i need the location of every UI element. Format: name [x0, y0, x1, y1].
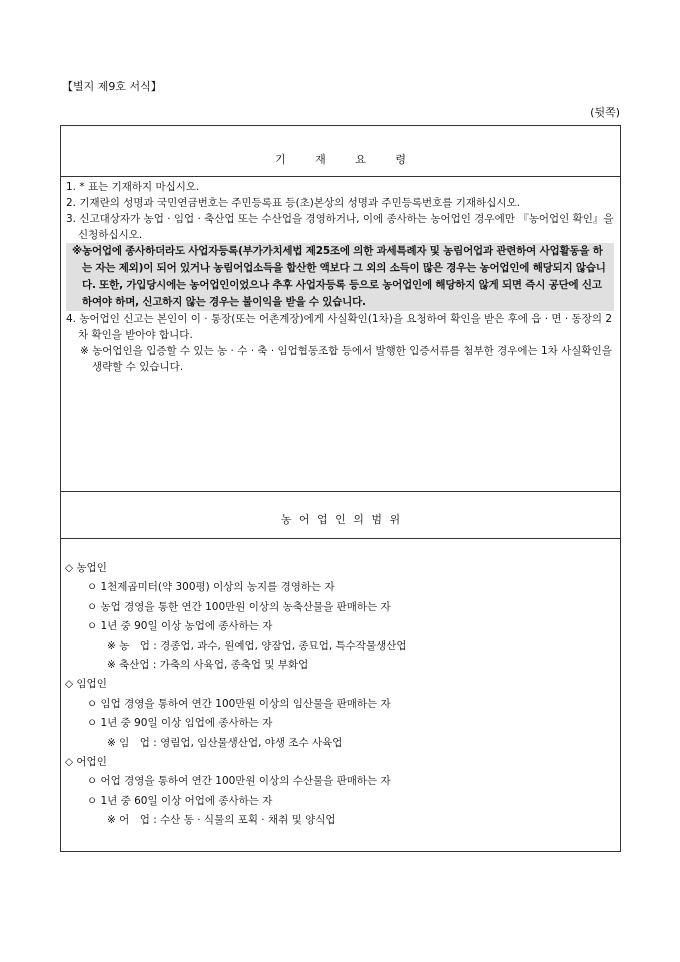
highlighted-notice: ※농어업에 종사하더라도 사업자등록(부가가치세법 제25조에 의한 과세특례자 및 농림어업과 관련하여 사업활동을 하는 자는 제외)이 되어 있거나 농림어업소득을 합산한 액보다 그 외의 소득이 많은 경우는 농어업인에 해당되지 않습니다. 또한, 가입당시에는 농어업인이었으나 추후 사업자등록 등으로 농어업인에 해당하지 않게 되면 즉시 공단에 신고하여야 하며, 신고하지 않는 경우는 불이익을 받을 수 있습니다.	[66, 243, 614, 311]
list-item: ㅇ 1천제곱미터(약 300평) 이상의 농지를 경영하는 자	[87, 581, 335, 594]
list-note: ※ 농 업 : 경종업, 과수, 원예업, 양잠업, 종묘업, 특수작물생산업	[107, 639, 407, 652]
list-item: ㅇ 임업 경영을 통하여 연간 100만원 이상의 임산물을 판매하는 자	[87, 697, 391, 710]
list-note: ※ 축산업 : 가축의 사육업, 종축업 및 부화업	[107, 659, 309, 672]
instruction-item: 3. 신고대상자가 농업 · 임업 · 축산업 또는 수산업을 경영하거나, 이에 종사하는 농어업인 경우에만 『농어업인 확인』을 신청하십시오.	[66, 213, 614, 241]
divider	[61, 491, 620, 492]
instruction-item: 4. 농어업인 신고는 본인이 이 · 통장(또는 어촌계장)에게 사실확인(1차)을 요청하여 확인을 받은 후에 읍 · 면 · 동장의 2차 확인을 받아야 합니다.	[66, 313, 613, 341]
category-fisher: ◇ 어업인	[65, 756, 107, 769]
list-item: ㅇ 1년 중 90일 이상 농업에 종사하는 자	[87, 620, 273, 633]
list-note: ※ 어 업 : 수산 동 · 식물의 포획 · 채취 및 양식업	[107, 814, 336, 827]
list-note: ※ 임 업 : 영림업, 임산물생산업, 야생 조수 사육업	[107, 736, 343, 749]
list-item: ㅇ 1년 중 90일 이상 임업에 종사하는 자	[87, 717, 273, 730]
divider	[61, 538, 620, 539]
range-body	[65, 559, 615, 831]
instruction-item: 1. * 표는 기재하지 마십시오.	[66, 181, 200, 193]
divider	[61, 176, 620, 177]
instruction-item: 2. 기재란의 성명과 국민연금번호는 주민등록표 등(초)본상의 성명과 주민등록번호를 기재하십시오.	[66, 197, 520, 209]
form-frame	[60, 125, 621, 852]
instructions-body	[66, 179, 614, 375]
category-forester: ◇ 임업인	[65, 678, 107, 691]
back-side-label: (뒷쪽)	[590, 106, 620, 119]
form-number-label: 【별지 제9호 서식】	[62, 80, 162, 93]
list-item: ㅇ 어업 경영을 통하여 연간 100만원 이상의 수산물을 판매하는 자	[87, 775, 391, 788]
instructions-title: 기 재 요 령	[275, 153, 406, 166]
range-title: 농 어 업 인 의 범 위	[280, 513, 401, 526]
list-item: ㅇ 1년 중 60일 이상 어업에 종사하는 자	[87, 794, 273, 807]
instruction-note: ※ 농어업인을 입증할 수 있는 농 · 수 · 축 · 임업협동조합 등에서 발행한 입증서류를 첨부한 경우에는 1차 사실확인을 생략할 수 있습니다.	[80, 345, 612, 373]
list-item: ㅇ 농업 경영을 통한 연간 100만원 이상의 농축산물을 판매하는 자	[87, 600, 391, 613]
category-farmer: ◇ 농업인	[65, 562, 107, 574]
